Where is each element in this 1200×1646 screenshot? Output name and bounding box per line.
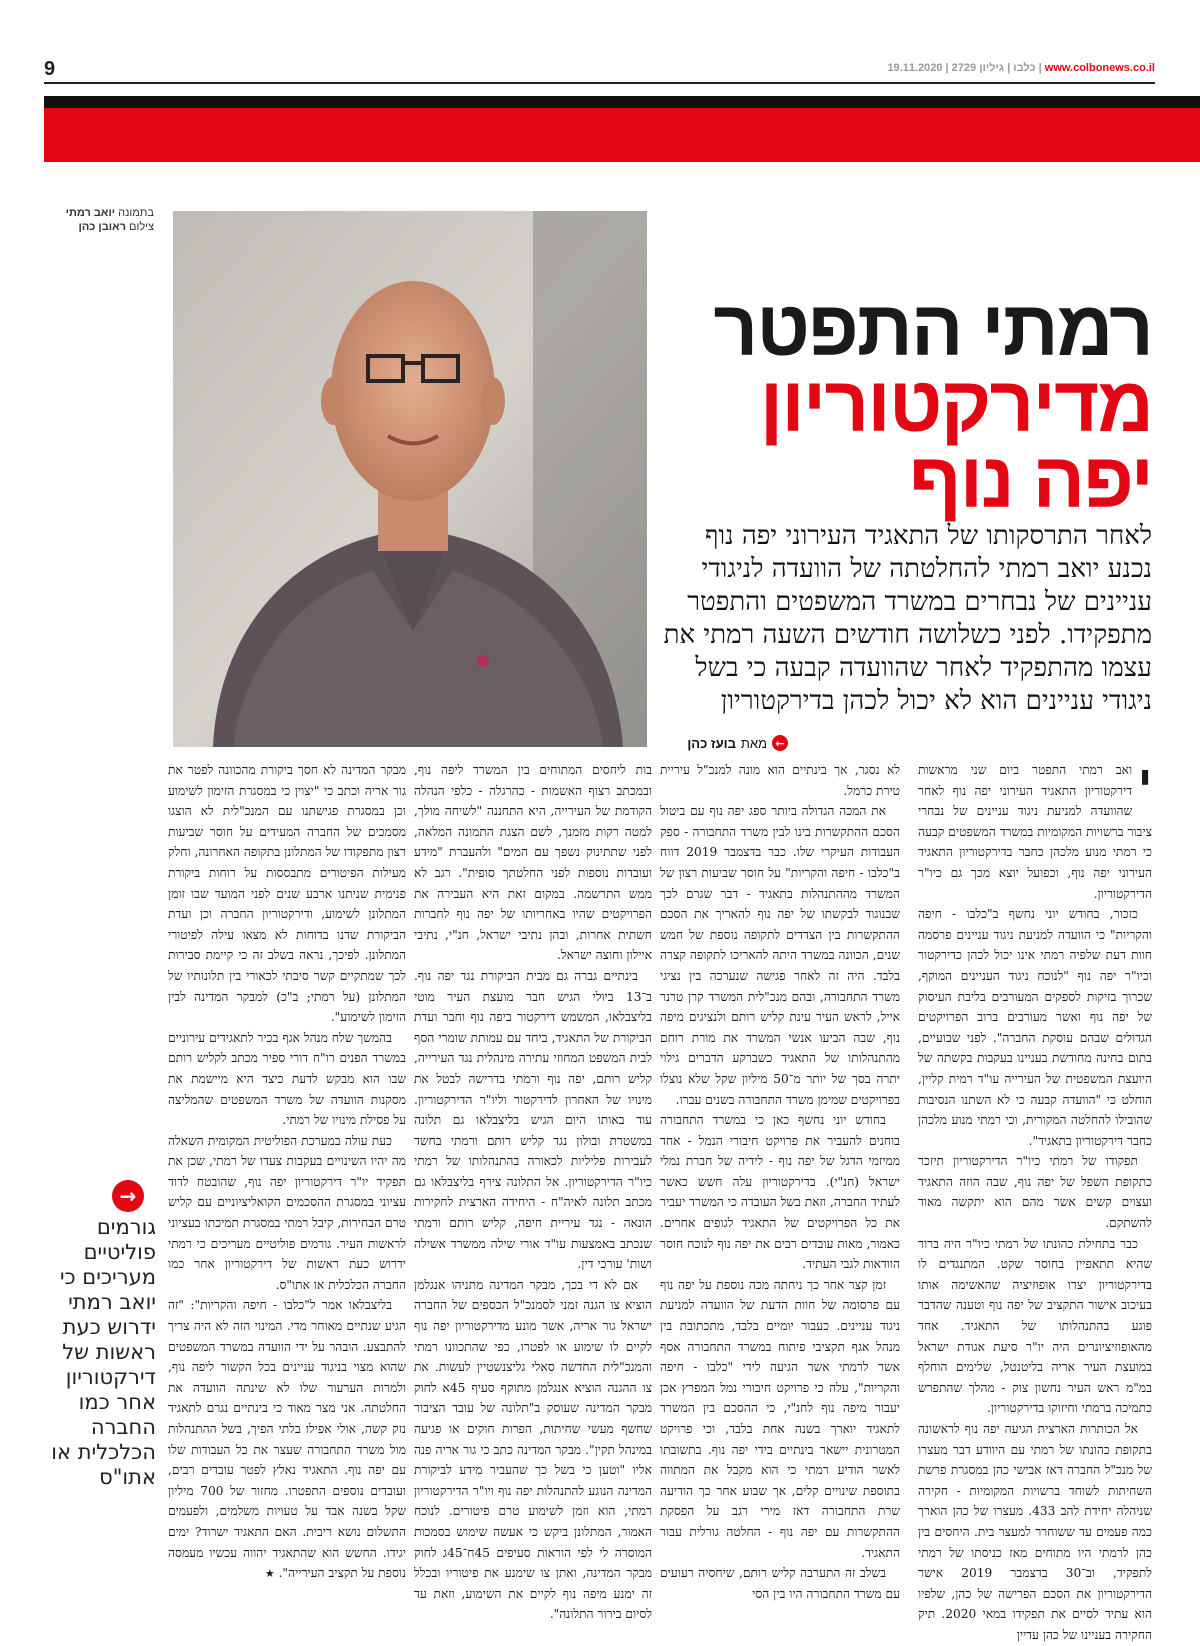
photographer-credit [50, 220, 154, 234]
black-banner-band [44, 96, 1200, 108]
paragraph: בהמשך שלח מנהל אגף בכיר לתאגידים עירוניים במשרד הפנים רו"ח דורי ספיר מכתב לקליש רותם שבו הוא מבקש לדעת כיצד היא מיישמת את מסקנות הוועדה של משרד המשפטים שהמליצה על פסילת מינויו של רמתי. [168, 1030, 406, 1128]
folio-site[interactable]: www.colbonews.co.il [1044, 62, 1155, 74]
paragraph: בות ליחסים המתוחים בין המשרד ליפה נוף, ובמכתב רצוף האשמות - כהרגלה - כלפי הנהלה הקודמת של העירייה, היא התחננה "לשיחה מולך, למטה רקות מזמנך, לשם הצגת התמונה המלאה, לפני שתתינוק נשפך עם המים" ולהעברת "מידע ועובדות נוספות לפני החלטתך סופית". רגב לא ממש התרשמה. במקום זאת היא העבירה את הפרויקטים שהיו באחריותו של יפה נוף לחברות חשתית אחרות, ובהן נתיבי ישראל, חנ"י, נתיבי איילון וחוצה ישראל. [414, 763, 652, 963]
headline [660, 284, 1152, 524]
caption-prefix: בתמונה [118, 207, 154, 219]
paragraph: את המכה הגדולה ביותר ספג יפה נוף עם ביטול הסכם ההתקשרות בינו לבין משרד התחבורה - ספק העבודות העיקרי שלו. כבר בדצמבר 2019 דווח ב"כלבו - חיפה והקריות" על חוסר שביעות רצון של המשרד מההתנהלות בתאגיד - דבר שגרם לכך שבנוגוד לבקשתו של יפה נוף להאריך את הסכם ההתקשרות בין הצדדים לתקופה נוספת של חמש שנים, הכוונה במשרד היתה להאריכו לתקופה קצרה בלבד. היה זה לאחר פגישה שנערכה בין נציגי משרד התחבורה, ובהם מנכ"לית המשרד קרן טרנר אייל, לראש העיר עינת קליש רותם ולנציגים מיפה נוף, שבה הביעו אנשי המשרד את מורת רוחם מהתנהלותו של התאגיד כשברקע הדברים גילוי יתרה בסך של יותר מ־50 מיליון שקל שלא נוצלו בפרויקטים שמימן משרד התחבורה בשנים עברו. [660, 804, 901, 1107]
byline-prefix: מאת [740, 735, 767, 751]
pull-quote: גורמים פוליטיים מעריכים כי יואב רמתי ידרוש כעת ראשות של דירקטוריון אחר כמו החברה הכלכלית או אתו"ס [51, 1215, 156, 1489]
photo-credit [50, 206, 154, 234]
drop-cap: י [1138, 756, 1152, 808]
lede-paragraph: לאחר התרסקותו של התאגיד העירוני יפה נוף נכנע יואב רמתי להחלטתה של הוועדה לניגודי עניינים של נבחרים במשרד המשפטים והתפטר מתפקידו. לפני כשלושה חודשים השעה רמתי את עצמו מהתפקיד לאחר שהוועדה קבעה כי בשל ניגודי עניינים הוא לא יכול לכהן בדירקטוריון [663, 521, 1152, 716]
byline-author[interactable]: בועז כהן [687, 735, 736, 751]
paragraph: תפקודו של רמתי כיו"ר הדירקטוריון תיזכר כתקופת השפל של יפה נוף, שבה הוזה התאגיד ועצוים קשים אשר מהם הוא יתקשה מאוד להשתקם. [918, 1154, 1152, 1231]
headline-line-3: יפה נוף [908, 436, 1152, 524]
photographer-prefix: צילום [129, 221, 154, 233]
paragraph: בחודש יוני נחשף כאן כי במשרד התחבורה בוחנים להעביר את פרויקט חיבורי הנמל - אחד ממיזמי הדגל של יפה נוף - לידיה של חברת נמלי ישראל (חנ"י). בדירקטוריון עלה חשש כאשר לעתיד החברה, וזאת בשל העובדה כי המשרד יעביר את כל הפרויקטים של התאגיד לגופים אחרים. כאמור, מאות עובדים רבים את יפה נוף לנוכח חוסר הוודאות לגבי העתיד. [660, 1113, 900, 1272]
photo-caption [50, 206, 154, 220]
paragraph: בשלב זה התערבה קליש רותם, שיחסיה רעועים עם משרד התחבורה היו בין הסי [660, 1566, 900, 1601]
article-column-2 [660, 760, 900, 1620]
caption-name: יואב רמתי [65, 207, 116, 219]
arrow-right-icon: → [112, 1180, 144, 1212]
paragraph: כבר בתחילת כהונתו של רמתי כיו"ר היה ברור שהיא תתאפיין בחוסר שקט. המתנגדים לו בדירקטוריון יצרו אופוזיציה שהאשימה אותו בעיכוב אישור התקציב של יפה נוף וטענה שהדבר פוגע בהתנהלותו של התאגיד. אחד מהאופוזיציונרים היה יו"ר סיעת אגודת ישראל במועצת העיר אריה בליטנטל, שלימים הוחלף במ"מ ראש העיר נחשון צוק - מהלך שהתפרש כתמיכה ברמתי וחיזוקו בדירקטוריון. [918, 1236, 1152, 1416]
page-header [0, 0, 1200, 96]
paragraph: לא נסגר, אך בינתיים הוא מונה למנכ"ל עיריית טירת כרמל. [660, 763, 900, 798]
paragraph [168, 1295, 406, 1584]
folio-issue: גיליון 2729 [951, 62, 1005, 74]
portrait-photo [173, 211, 647, 747]
article-column-1 [918, 756, 1152, 1642]
portrait-illustration [173, 211, 647, 747]
arrow-left-icon: ← [772, 735, 788, 751]
red-banner-band [44, 108, 1200, 162]
paragraph: בינתיים גברה גם מבית הביקורת נגד יפה נוף. ב־13 ביולי הגיש חבר מועצת העיר מוטי בליצבלאו, המשמש דירקטור ביפה נוף וחבר ועדת הביקורת של התאגיד, ביחד עם עמותת שומרי הסף לבית המשפט המחוזי עתירה מינהלית נגד העירייה, קליש רותם, יפה נוף ורמתי בדרישה לבטל את מינויו של האחרון לדירקטור וליו"ר הדירקטוריון. עוד באותו היום הגיש בליצבלאו גם תלונה במשטרת ובולון נגד קליש רותם ורמתי בחשד לעבירות פליליות לכאורה בהתנהלותו של רמתי כיו"ר הדירקטוריון. אל התלונה צירף בליצבלאו גם מכתב תלונה לאיה"ח - היחידה הארצית לחקירות הונאה - נגד עיריית חיפה, קליש רותם ורמתי שנכתב באמצעות עו"ד אורי שילה ממשרד אשילה ושות' עורכי דין. [414, 968, 652, 1272]
headline-line-1: רמתי התפטר [713, 284, 1152, 372]
byline [687, 735, 788, 751]
headline-line-2: מדירקטוריון [759, 360, 1152, 448]
folio-line [887, 62, 1155, 74]
paragraph [918, 756, 1152, 904]
folio-separator: | [1007, 62, 1011, 74]
folio-date: 19.11.2020 [887, 62, 943, 74]
paragraph-text: ואב רמתי התפטר ביום שני מראשות דירקטוריון התאגיד העירוני יפה נוף לאחר שהוועדה למניעת ניגוד עניינים של נבחרי ציבור ברשויות המקומיות במשרד המשפטים קבעה כי רמתי מנוע מלכהן כחבר בדירקטוריון התאגיד העירוני יפה נוף, וכפועל יוצא מכך גם כיו"ר הדירקטוריון. [918, 763, 1152, 901]
paragraph: כזכור, בחודש יוני נחשף ב"כלבו - חיפה והקריות" כי הוועדה למניעת ניגוד עניינים פרסמה חוות דעת שלפיה רמתי אינו יכול לכהן כדירקטור וכיו"ר יפה נוף "לנוכח ניגוד העניינים המוקף, שכרוך בזיקות לספקים המעורבים בליבת העיסוק של יפה נוף ואשר מעורבים ברוב הפרויקטים הגדולים שבהם עוסקת החברה". לפני שבועיים, בתום בחינה מחודשת בעניינו בעקבות בקשתה של היועצת המשפטית של העירייה עו"ד רמית קליין, הוחלט כי "הוועדה קבעה כי לא השתנו הנסיבות שהובילו להחלטה המקורית, וכי רמתי מנוע מלכהן כחבר דירקטוריון בתאגיד". [918, 907, 1152, 1148]
header-rule [44, 82, 1155, 84]
paragraph: אל הכותרות הארצית הגיעה יפה נוף לראשונה בתקופת כהונתו של רמתי עם היוודע דבר מעצרו של מנכ"ל החברה דאז אבישי כהן במסגרת פרשת השחיתות לשוחד ברשויות המקומיות - חקירה שניהלה יחידת להב 433. מעצרו של כהן הוארך כמה פעמים עד ששוחרר למעצר בית. היחסים בין כהן לרמתי היו מתוחים מאז כניסתו של רמתי לתפקיד, וב־30 בדצמבר 2019 אישר הדירקטוריון את הסכם הפרישה של כהן, שלפיו הוא עתיד לסיים את תפקידו במאי 2020. תיק החקירה בעניינו של כהן עדיין [918, 1422, 1152, 1642]
photographer-name: ראובן כהן [78, 221, 126, 233]
paragraph: מבקר המדינה לא חסך ביקורת מהכוונה לפטר את גור אריה וכתב כי "יצוין כי במסגרת הזימון לשימוע וכן במסגרת פגישתנו עם המנכ"לית לא הוצגו מסמכים של החברה המעידים על חוסר שביעות רצון מתפקודו של המתלונן בתקופה האחרונה, וחלק מעילות הפיטורים מתבססות על רוחות ביקורת פנימית שניתנו ארבע שנים לפני המועד שבו זומן המתלונן לשימוע, ודירקטוריון החברה וכן ועדת הביקורת שדנו בדוחות לא מצאו עילה לפיטורי המתלונן. לפיכך, נראה בשלב זה כי קיימת סבירות לכך שמתקיים קשר סיבתי לכאורי בין תלונותיו של המתלונן (על רמתי; ב"כ) למבקר המדינה לבין הזימון לשימוע". [168, 763, 406, 1025]
paragraph-text: בליצבלאו אמר ל"כלבו - חיפה והקריות": "זה הגיע שנתיים מאוחר מדי. המינוי הזה לא היה צריך להתבצע. הובהר על ידי הוועדה במשרד המשפטים שהוא מצוי בניגוד עניינים בכל הקשור ליפה נוף, ולמרות הערעור שלו לא שינתה הוועדה את החלטתה. אני מצר מאוד כי בינתיים נגרם לתאגיד נזק קשה, אולי אפילו בלתי הפיך, בשל ההתנהלות מול משרד התחבורה שעצר את כל העבודות שלו עם יפה נוף. התאגיד נאלץ לפטר עובדים רבים, ועובדים נוספים התפטרו. מחזור של 700 מיליון שקל בשנה אבד על טעויות משלמים, ולפעמים התשלום נושא ריבית. האם התאגיד ישרוד? ימים יגידו. החשש הוא שהתאגיד יהווה עכשיו מעמסה נוספת על תקציב העירייה". [168, 1298, 406, 1581]
paragraph: זמן קצר אחר כך ניחתה מכה נוספת על יפה נוף עם פרסומה של חוות הדעת של הוועדה למניעת ניגוד עניינים. כעבור יומיים בלבד, מתכתובת בין מנהל אגף תקציבי פיתוח במשרד התחבורה אסף אשר לרמתי אשר הגיעה לידי "כלבו - חיפה והקריות", עלה כי פרויקט חיבורי נמל המפרץ אכן יעבור מיפה נוף לחנ"י, כי ההסכם בין המשרד לתאגיד יוארך בשנה אחת בלבד, וכי פרויקט המטרונית יישאר בינתיים בידי יפה נוף. בתשובתו לאשר הודיע רמתי כי הוא מקבל את המתווה בתוספת שינויים קלים, אך שבוע אחר כך הודיעה שרת התחבורה דאז מירי רגב על הפסקת ההתקשרות עם יפה נוף - החלטה גורלית עבור התאגיד. [660, 1277, 900, 1560]
folio-separator: | [1038, 62, 1042, 74]
article-column-4 [168, 760, 406, 1620]
article-column-3 [414, 760, 652, 1620]
end-mark-icon: ★ [264, 1567, 275, 1581]
paragraph: אם לא די בכך, מבקר המדינה מתניהו אנגלמן הוציא צו הגנה זמני לסמנכ"ל הכספים של החברה ישראל גור אריה, אשר מונע מדירקטוריון יפה נוף לקיים לו שימוע או לפטרו, כפי שהתכוונו רמתי והמנכ"לית החדשה סאלי גליצנשטיין לעשות. את צו ההגנה הוציא אנגלמן מתוקף סעיף 45א לחוק מבקר המדינה שעוסק ב"תלונה של עובד הציבור שחשף מעשי שחיתות, הפרות חוקים או פגיעה במינהל תקין". מבקר המדינה כתב כי גור אריה פנה אליו "וטען כי בשל כך שהעביר מידע לביקורת המדינה הנוגע להתנהלות יפה נוף ויו"ר הדירקטוריון רמתי, הוא וזמן לשימוע טרם פיטורים. לנוכח האמור, המתלונן ביקש כי אעשה שימוש בסמכות המוסרה לי לפי הוראות סעיפים 45ח־45ג לחוק מבקר המדינה, ואתן צו שימנע את פיטוריו ובכלל זה ימנע מיפה נוף לקיים את השימוע, וזאת עד לסיום בירור התלונה". [414, 1277, 653, 1622]
paragraph: כעת עולה במערכת הפוליטית המקומית השאלה מה יהיו השינויים בעקבות צעדו של רמתי, שכן את תפקיד יו"ר דירקטוריון יפה נוף, שהובטח לדוד עציוני במסגרת ההסכמים הקואליציוניים עם קליש טרם הבחירות, קיבל רמתי במסגרת תמיכתו בעציוני לראשות העיר. גורמים פוליטיים מעריכים כי רמתי ידרוש כעת ראשות של דירקטוריון אחר כמו החברה הכלכלית או אתו"ס. [168, 1133, 406, 1292]
folio-separator: | [945, 62, 949, 74]
folio-publication: כלבו [1013, 62, 1036, 74]
page-number: 9 [44, 58, 56, 80]
